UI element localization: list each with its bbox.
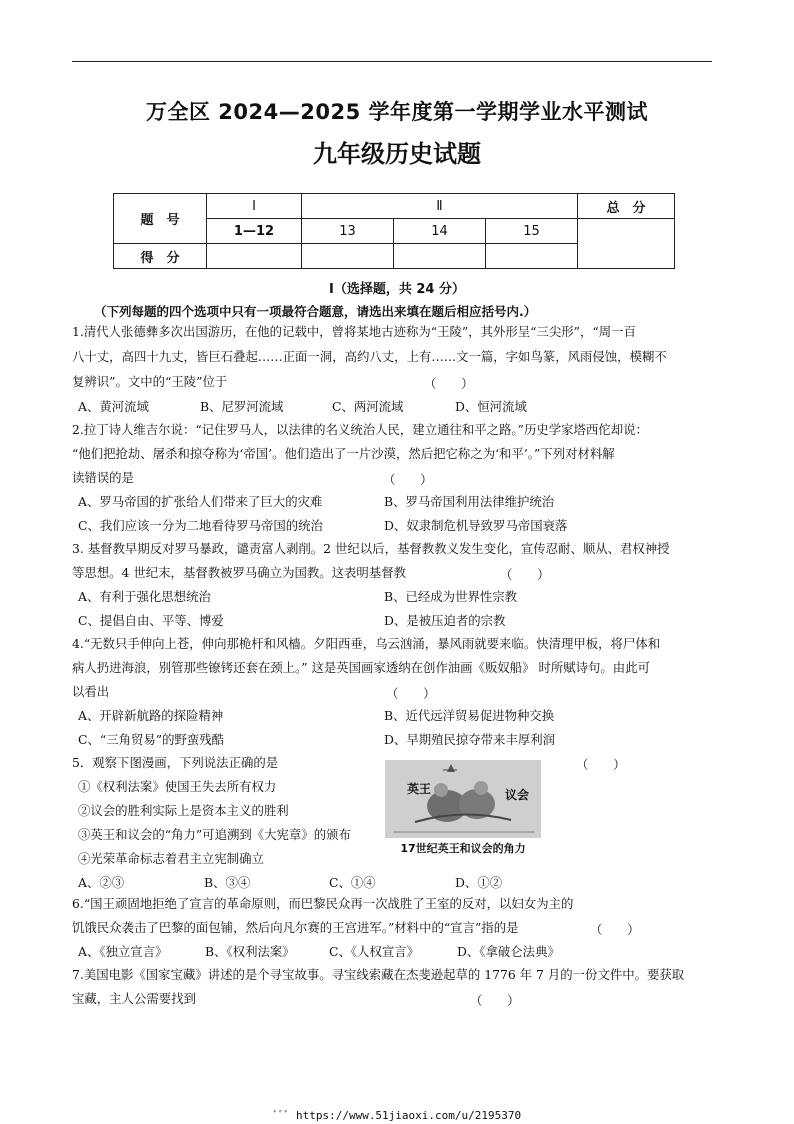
- q5-answer-paren[interactable]: （ ）: [576, 757, 626, 772]
- q3-answer-paren[interactable]: （ ）: [500, 567, 550, 582]
- section-instruction: （下列每题的四个选项中只有一项最符合题意，请选出来填在题后相应括号内.）: [94, 304, 537, 319]
- q5-option-c[interactable]: C、①④: [329, 875, 376, 890]
- score-cell-1-12[interactable]: [207, 244, 302, 269]
- q5-statement-2: ②议会的胜利实际上是资本主义的胜利: [78, 803, 289, 818]
- exam-title: 万全区 2024—2025 学年度第一学期学业水平测试: [145, 100, 648, 124]
- q2-answer-paren[interactable]: （ ）: [383, 472, 433, 487]
- part1-header: Ⅰ: [207, 194, 302, 219]
- q1-line-2: 八十丈，高四十九丈，皆巨石叠起……正面一洞，高约八丈，上有……文一篇，字如鸟篆，风雨侵蚀，模糊不: [72, 349, 667, 364]
- q1-line-1: 1.清代人张德彝多次出国游历，在他的记载中，曾将某地古迹称为“王陵”，其外形呈“三尖形”，“周一百: [72, 324, 636, 339]
- q2-line-1: 2.拉丁诗人维吉尔说：“记住罗马人，以法律的名义统治人民，建立通往和平之路。”历史学家塔西佗却说：: [72, 422, 648, 437]
- q1-option-c[interactable]: C、两河流域: [332, 399, 404, 414]
- q1-option-a[interactable]: A、黄河流域: [78, 399, 149, 414]
- q1-answer-paren[interactable]: （ ）: [424, 376, 474, 391]
- q5-statement-3: ③英王和议会的“角力”可追溯到《大宪章》的颁布: [78, 827, 351, 842]
- top-rule: [72, 61, 712, 62]
- q2-line-3: 读错误的是: [72, 470, 134, 485]
- q1-option-d[interactable]: D、恒河流域: [455, 399, 527, 414]
- q2-line-2: “他们把抢劫、屠杀和掠夺称为‘帝国’。他们造出了一片沙漠，然后把它称之为‘和平’。”下列对材料解: [72, 446, 615, 461]
- q2-option-b[interactable]: B、罗马帝国利用法律维护统治: [384, 494, 555, 509]
- col-13: 13: [302, 219, 394, 244]
- q4-option-d[interactable]: D、早期殖民掠夺带来丰厚利润: [384, 732, 556, 747]
- q7-line-2: 宝藏，主人公需要找到: [72, 991, 196, 1006]
- cartoon-label-king: 英王: [407, 782, 432, 796]
- score-label: 得 分: [114, 244, 207, 269]
- score-cell-14[interactable]: [394, 244, 486, 269]
- cartoon-caption: 17世纪英王和议会的角力: [385, 838, 541, 860]
- q2-option-a[interactable]: A、罗马帝国的扩张给人们带来了巨大的灾难: [78, 494, 323, 509]
- footer-watermark-url[interactable]: ﾞﾞﾞ https://www.51jiaoxi.com/u/2195370: [272, 1109, 522, 1122]
- q2-option-d[interactable]: D、奴隶制危机导致罗马帝国衰落: [384, 518, 568, 533]
- q7-answer-paren[interactable]: （ ）: [470, 993, 520, 1008]
- q1-option-b[interactable]: B、尼罗河流域: [200, 399, 284, 414]
- q6-line-2: 饥饿民众袭击了巴黎的面包铺，然后向凡尔赛的王宫进军。”材料中的“宣言”指的是: [72, 920, 519, 935]
- q7-line-1: 7.美国电影《国家宝藏》讲述的是个寻宝故事。寻宝线索藏在杰斐逊起草的 1776 年 7 月的一份文件中。要获取: [72, 967, 685, 982]
- cartoon-label-parliament: 议会: [505, 788, 530, 802]
- q6-option-d[interactable]: D、《拿破仑法典》: [457, 944, 560, 959]
- q4-line-3: 以看出: [72, 684, 110, 699]
- q3-option-d[interactable]: D、是被压迫者的宗教: [384, 613, 506, 628]
- q6-line-1: 6.“国王顽固地拒绝了宣言的革命原则，而巴黎民众再一次战胜了王室的反对，以妇女为主的: [72, 896, 574, 911]
- q4-option-c[interactable]: C、“三角贸易”的野蛮残酷: [78, 732, 225, 747]
- q6-option-a[interactable]: A、《独立宣言》: [78, 944, 168, 959]
- part2-header: Ⅱ: [302, 194, 578, 219]
- q3-option-b[interactable]: B、已经成为世界性宗教: [384, 589, 518, 604]
- q4-line-1: 4.“无数只手伸向上苍，伸向那桅杆和风樯。夕阳西垂，乌云汹涌，暴风雨就要来临。快清理甲板，将尸体和: [72, 636, 661, 651]
- total-score-cell[interactable]: [578, 219, 675, 269]
- q6-answer-paren[interactable]: （ ）: [590, 922, 640, 937]
- score-cell-15[interactable]: [486, 244, 578, 269]
- col-15: 15: [486, 219, 578, 244]
- q5-statement-4: ④光荣革命标志着君主立宪制确立: [78, 851, 264, 866]
- q5-line-1: 5．观察下图漫画，下列说法正确的是: [72, 755, 279, 770]
- score-cell-13[interactable]: [302, 244, 394, 269]
- q1-line-3: 复辨识”。文中的“王陵”位于: [72, 374, 228, 389]
- col-14: 14: [394, 219, 486, 244]
- exam-subtitle: 九年级历史试题: [313, 140, 481, 168]
- q4-option-a[interactable]: A、开辟新航路的探险精神: [78, 708, 224, 723]
- col-1-12: 1—12: [207, 219, 302, 244]
- q3-option-c[interactable]: C、提倡自由、平等、博爱: [78, 613, 224, 628]
- q4-line-2: 病人扔进海浪，别管那些镣铐还套在颈上。” 这是英国画家透纳在创作油画《贩奴船》 时所赋诗句。由此可: [72, 660, 650, 675]
- score-table: [113, 193, 675, 269]
- q2-option-c[interactable]: C、我们应该一分为二地看待罗马帝国的统治: [78, 518, 323, 533]
- q5-option-a[interactable]: A、②③: [78, 875, 125, 890]
- question-number-label: 题 号: [114, 194, 207, 244]
- q6-option-b[interactable]: B、《权利法案》: [205, 944, 295, 959]
- q5-cartoon-image: [385, 760, 541, 860]
- q5-statement-1: ①《权利法案》使国王失去所有权力: [78, 779, 277, 794]
- q4-answer-paren[interactable]: （ ）: [386, 686, 436, 701]
- q5-option-b[interactable]: B、③④: [204, 875, 251, 890]
- q3-option-a[interactable]: A、有利于强化思想统治: [78, 589, 211, 604]
- section-title: Ⅰ（选择题，共 24 分）: [329, 282, 465, 297]
- q6-option-c[interactable]: C、《人权宣言》: [329, 944, 420, 959]
- total-header: 总 分: [578, 194, 675, 219]
- q4-option-b[interactable]: B、近代远洋贸易促进物种交换: [384, 708, 555, 723]
- q5-option-d[interactable]: D、①②: [455, 875, 503, 890]
- q3-line-2: 等思想。4 世纪末，基督教被罗马确立为国教。这表明基督教: [72, 565, 406, 580]
- q3-line-1: 3. 基督教早期反对罗马暴政，谴责富人剥削。2 世纪以后，基督教教义发生变化，宣传忍耐、顺从、君权神授: [72, 541, 670, 556]
